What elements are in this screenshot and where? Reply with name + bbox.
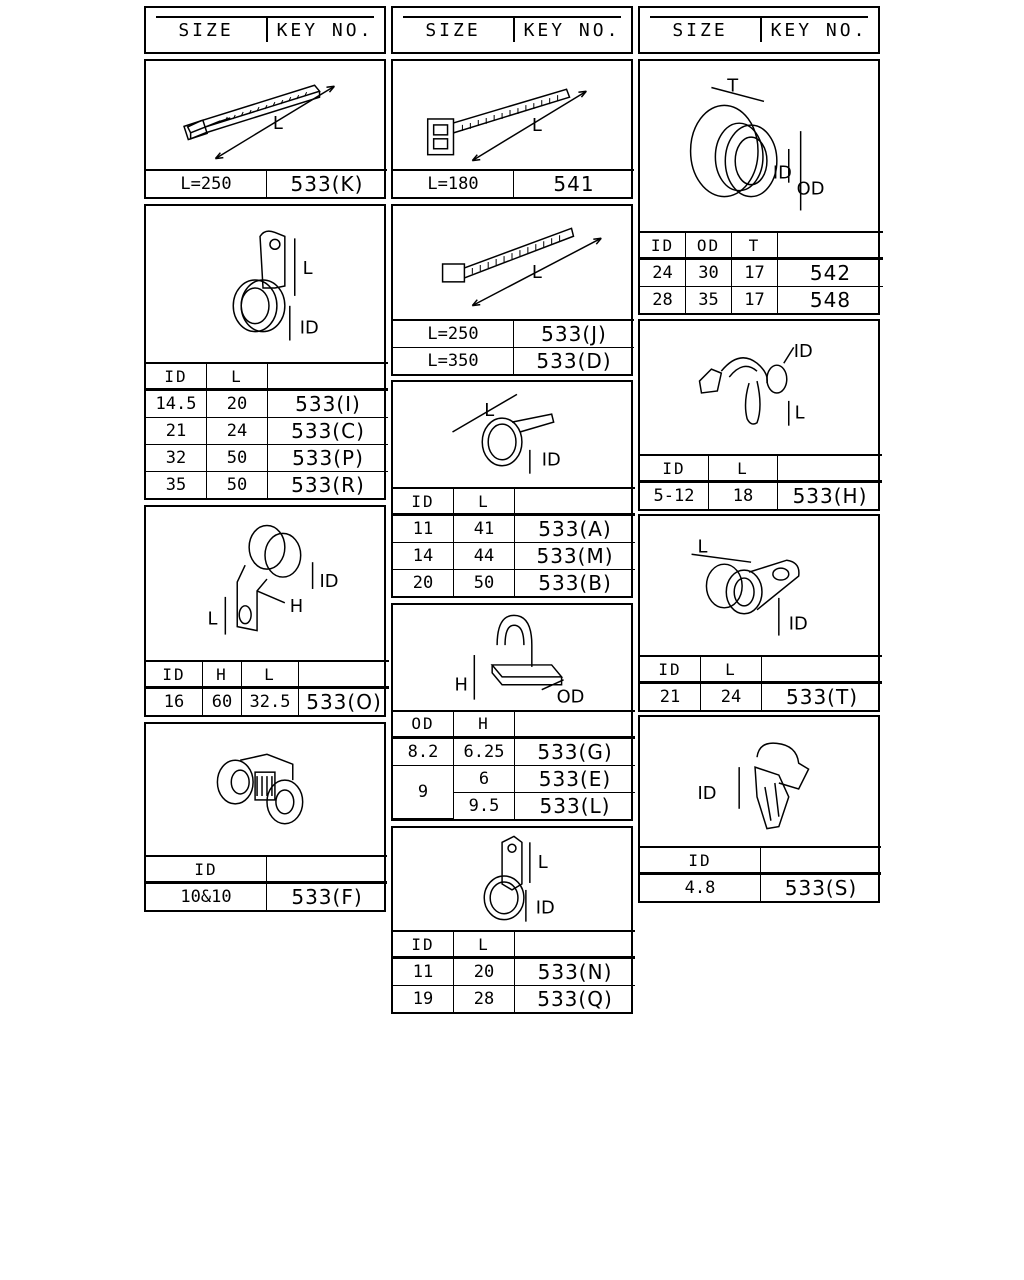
size-cell: 14.5 (146, 390, 207, 418)
column-header (761, 847, 882, 874)
column-header (778, 455, 883, 482)
table-header-row (640, 455, 882, 482)
size-cell: L=250 (393, 320, 514, 348)
svg-text:L: L (697, 536, 708, 558)
key-number-cell: 533(Q) (515, 986, 636, 1013)
size-table (393, 487, 635, 596)
key-number-cell: 533(M) (515, 543, 636, 570)
column-header: OD (686, 232, 732, 259)
table-header-row (393, 488, 635, 515)
column-header: L (454, 931, 515, 958)
svg-text:T: T (727, 75, 739, 97)
column-header: L (701, 656, 762, 683)
table-header-row (146, 661, 389, 688)
table-row (640, 287, 883, 314)
table-row (393, 737, 635, 765)
svg-text:L: L (794, 402, 805, 424)
table-row (146, 688, 389, 716)
table-row (146, 390, 388, 418)
size-cell: 9 (393, 765, 454, 819)
svg-text:L: L (531, 114, 542, 136)
size-header: SIZE (672, 20, 728, 41)
table-row (146, 883, 387, 911)
key-number-cell: 533(A) (515, 515, 636, 543)
size-cell: 14 (393, 543, 454, 570)
double-clip-illustration (146, 724, 384, 858)
table-row (393, 515, 635, 543)
svg-text:ID: ID (319, 570, 339, 592)
size-header: SIZE (178, 20, 234, 41)
key-number-cell: 533(C) (268, 418, 389, 445)
push-clip-illustration (640, 321, 878, 455)
table-row (393, 765, 635, 792)
fir-clip-illustration (640, 717, 878, 849)
key-number-cell: 533(B) (515, 570, 636, 597)
key-no-header: KEY NO. (276, 20, 374, 41)
part-pipe-clip (391, 603, 633, 821)
table-header-row (393, 931, 635, 958)
column-header: ID (393, 488, 454, 515)
table-row (146, 445, 388, 472)
size-cell: 50 (454, 570, 515, 597)
cable-tie-illustration (393, 206, 631, 322)
size-cell: L=250 (146, 170, 267, 197)
key-number-cell: 542 (778, 259, 884, 287)
svg-text:ID: ID (793, 341, 813, 363)
table-row (393, 570, 635, 597)
column-header: L (454, 488, 515, 515)
table-row (146, 472, 388, 499)
key-number-cell: 533(E) (515, 765, 636, 792)
size-table (640, 846, 881, 901)
svg-text:OD: OD (556, 686, 585, 708)
pipe-clip-illustration (393, 605, 631, 711)
table-header-row (640, 232, 883, 259)
table-row (393, 320, 634, 348)
size-cell: 28 (640, 287, 686, 314)
size-cell: 5-12 (640, 482, 709, 510)
size-cell: 50 (207, 445, 268, 472)
key-number-cell: 533(G) (515, 737, 636, 765)
size-cell: 20 (454, 958, 515, 986)
column-header: ID (146, 661, 203, 688)
part-cable-tie-250-350 (391, 204, 633, 376)
size-cell: 20 (393, 570, 454, 597)
column-header (515, 711, 636, 738)
table-row (393, 348, 634, 375)
part-band-clamp (391, 380, 633, 598)
size-cell: 18 (709, 482, 778, 510)
key-number-cell: 533(H) (778, 482, 883, 510)
key-number-cell: 533(N) (515, 958, 636, 986)
size-cell: 9.5 (454, 792, 515, 819)
column-header: L (242, 661, 299, 688)
cable-tie-illustration (146, 61, 384, 171)
key-number-cell: 533(L) (515, 792, 636, 819)
band-clamp-illustration (393, 382, 631, 488)
svg-text:L: L (207, 608, 218, 630)
size-header: SIZE (425, 20, 481, 41)
header-col1 (144, 6, 386, 54)
part-fir-tree-clip (638, 715, 880, 903)
size-cell: 35 (146, 472, 207, 499)
size-cell: 28 (454, 986, 515, 1013)
size-cell: 35 (686, 287, 732, 314)
key-number-cell: 533(D) (514, 348, 635, 375)
key-number-cell: 548 (778, 287, 884, 314)
key-number-cell: 533(F) (267, 883, 388, 911)
table-row (640, 259, 883, 287)
size-table (393, 710, 635, 820)
key-number-cell: 533(R) (268, 472, 389, 499)
column-header: ID (146, 363, 207, 390)
size-cell: 50 (207, 472, 268, 499)
column-header: L (207, 363, 268, 390)
column-header: ID (146, 856, 267, 883)
svg-text:H: H (454, 674, 468, 696)
table-header-row (146, 363, 388, 390)
dim-label-l: L (272, 112, 283, 134)
part-cable-tie-250 (144, 59, 386, 199)
svg-text:OD: OD (796, 178, 825, 200)
size-cell: 8.2 (393, 737, 454, 765)
size-cell: 6 (454, 765, 515, 792)
p-clamp-illustration (393, 828, 631, 932)
column-header: ID (640, 232, 686, 259)
size-cell: 21 (146, 418, 207, 445)
size-cell: L=180 (393, 170, 514, 197)
size-cell: 60 (203, 688, 242, 716)
key-number-cell: 533(I) (268, 390, 389, 418)
table-header-row (393, 711, 635, 738)
size-cell: 30 (686, 259, 732, 287)
size-cell: 21 (640, 683, 701, 711)
column-header: ID (640, 847, 761, 874)
size-table (640, 655, 882, 710)
size-cell: 44 (454, 543, 515, 570)
part-clamp-id-l (144, 204, 386, 500)
svg-text:ID: ID (535, 897, 555, 919)
key-no-header: KEY NO. (770, 20, 868, 41)
clamp-bracket-illustration (146, 507, 384, 661)
size-cell: L=350 (393, 348, 514, 375)
part-cable-tie-180 (391, 59, 633, 199)
size-cell: 16 (146, 688, 203, 716)
key-number-cell: 541 (514, 170, 635, 197)
size-table (146, 169, 387, 197)
part-double-clip (144, 722, 386, 912)
svg-text:H: H (289, 595, 304, 617)
grommet-illustration (640, 61, 878, 231)
table-row (640, 683, 882, 711)
size-cell: 32.5 (242, 688, 299, 716)
column-header: H (203, 661, 242, 688)
size-cell: 6.25 (454, 737, 515, 765)
size-cell: 20 (207, 390, 268, 418)
size-cell: 11 (393, 515, 454, 543)
key-number-cell: 533(T) (762, 683, 883, 711)
column-header: OD (393, 711, 454, 738)
size-table (146, 660, 389, 715)
svg-text:ID: ID (541, 449, 561, 471)
key-number-cell: 533(J) (514, 320, 635, 348)
size-table (393, 930, 635, 1012)
svg-text:L: L (484, 400, 495, 422)
part-p-clamp (391, 826, 633, 1014)
column-header: ID (640, 455, 709, 482)
key-number-cell: 533(S) (761, 874, 882, 902)
column-header: H (454, 711, 515, 738)
table-row (146, 418, 388, 445)
table-row (393, 958, 635, 986)
table-header-row (146, 856, 387, 883)
column-header: ID (640, 656, 701, 683)
table-row (393, 986, 635, 1013)
size-table (640, 454, 882, 509)
key-number-cell: 533(K) (267, 170, 388, 197)
svg-text:ID: ID (697, 782, 717, 804)
size-table (393, 169, 634, 197)
table-header-row (640, 656, 882, 683)
size-table (393, 319, 634, 374)
clamp-illustration (146, 206, 384, 360)
size-cell: 24 (640, 259, 686, 287)
table-row (640, 482, 882, 510)
column-header (299, 661, 390, 688)
table-header-row (640, 847, 881, 874)
size-table (146, 855, 387, 910)
column-header: ID (393, 931, 454, 958)
size-cell: 17 (732, 287, 778, 314)
saddle-clamp-illustration (640, 516, 878, 656)
column-header (268, 363, 389, 390)
cable-tie-illustration (393, 61, 631, 171)
part-push-clip (638, 319, 880, 511)
column-header: T (732, 232, 778, 259)
size-cell: 32 (146, 445, 207, 472)
svg-text:ID: ID (772, 162, 792, 184)
column-header (515, 931, 636, 958)
size-cell: 4.8 (640, 874, 761, 902)
svg-text:ID: ID (299, 317, 319, 339)
size-cell: 24 (701, 683, 762, 711)
size-cell: 19 (393, 986, 454, 1013)
header-col2 (391, 6, 633, 54)
svg-text:L: L (531, 261, 542, 283)
column-header (267, 856, 388, 883)
column-header (778, 232, 884, 259)
column-header (762, 656, 883, 683)
header-col3 (638, 6, 880, 54)
svg-text:L: L (302, 258, 313, 280)
column-header: L (709, 455, 778, 482)
table-row (146, 170, 387, 197)
table-row (393, 170, 634, 197)
key-no-header: KEY NO. (523, 20, 621, 41)
svg-text:L: L (537, 852, 548, 874)
size-table (146, 362, 388, 498)
size-cell: 10&10 (146, 883, 267, 911)
size-cell: 41 (454, 515, 515, 543)
size-table (640, 231, 883, 313)
part-saddle-clamp (638, 514, 880, 712)
table-row (393, 543, 635, 570)
size-cell: 17 (732, 259, 778, 287)
size-cell: 24 (207, 418, 268, 445)
svg-text:ID: ID (788, 613, 808, 635)
part-clamp-id-h-l (144, 505, 386, 717)
part-grommet (638, 59, 880, 315)
size-cell: 11 (393, 958, 454, 986)
key-number-cell: 533(O) (299, 688, 390, 716)
key-number-cell: 533(P) (268, 445, 389, 472)
column-header (515, 488, 636, 515)
table-row (640, 874, 881, 902)
